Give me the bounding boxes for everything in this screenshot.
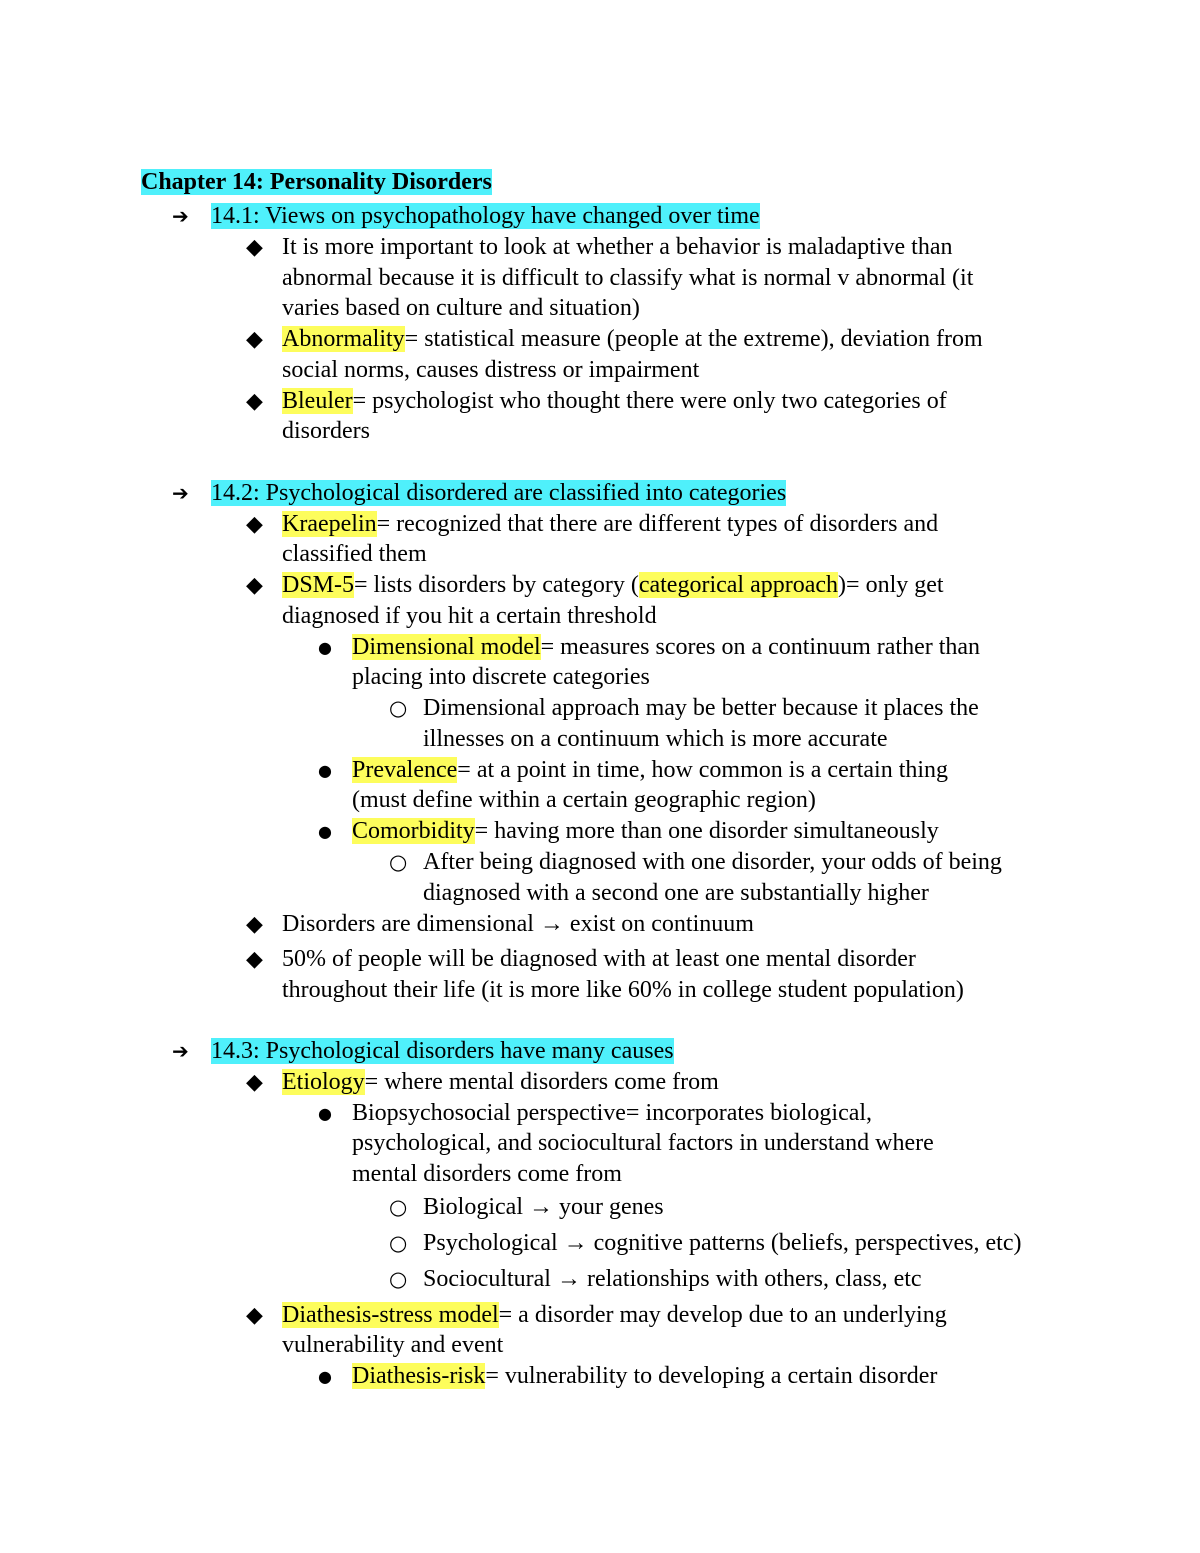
definition-text: = measures scores on a continuum rather than — [540, 634, 981, 660]
bullet-text: illnesses on a continuum which is more accurate — [423, 726, 888, 752]
section-heading-14-2 — [211, 478, 786, 509]
term-highlight: Bleuler — [282, 388, 353, 414]
title-text: Chapter 14: Personality Disorders — [141, 169, 492, 195]
bullet-text: diagnosed with a second one are substantially higher — [423, 880, 929, 906]
bullet-text: mental disorders come from — [352, 1161, 622, 1187]
circle-bullet-icon: ○ — [389, 1231, 408, 1255]
dot-bullet-icon: ● — [318, 1104, 332, 1123]
arrow-icon: ➔ — [172, 481, 189, 505]
bullet-text: varies based on culture and situation) — [282, 295, 640, 321]
circle-bullet-icon: ○ — [389, 1267, 408, 1291]
bullet-text — [352, 1361, 937, 1392]
term-highlight: DSM-5 — [282, 572, 355, 598]
bullet-text: It is more important to look at whether a behavior is maladaptive than — [282, 234, 953, 260]
diamond-bullet-icon: ◆ — [246, 947, 263, 972]
diamond-bullet-icon: ◆ — [246, 1070, 263, 1095]
term-highlight: Kraepelin — [282, 511, 377, 537]
bullet-text: Sociocultural → relationships with others, class, etc — [423, 1266, 922, 1292]
arrow-icon: ➔ — [172, 1039, 189, 1063]
diamond-bullet-icon: ◆ — [246, 573, 263, 598]
bullet-text — [352, 816, 939, 847]
dot-bullet-icon: ● — [318, 761, 332, 780]
diamond-bullet-icon: ◆ — [246, 235, 263, 260]
circle-bullet-icon: ○ — [389, 1195, 408, 1219]
bullet-text: social norms, causes distress or impairment — [282, 357, 700, 383]
bullet-text: Psychological → cognitive patterns (beliefs, perspectives, etc) — [423, 1230, 1022, 1256]
page-title — [141, 167, 492, 198]
bullet-text: diagnosed if you hit a certain threshold — [282, 603, 657, 629]
dot-bullet-icon: ● — [318, 638, 332, 657]
term-highlight: categorical approach — [638, 572, 839, 598]
bullet-text: Disorders are dimensional → exist on continuum — [282, 911, 754, 937]
bullet-text — [282, 386, 947, 417]
circle-bullet-icon: ○ — [389, 850, 408, 874]
bullet-text — [352, 632, 980, 663]
bullet-text: Biological → your genes — [423, 1194, 664, 1220]
diamond-bullet-icon: ◆ — [246, 512, 263, 537]
bullet-text: classified them — [282, 541, 427, 567]
bullet-text: Biopsychosocial perspective= incorporates biological, — [352, 1100, 873, 1126]
arrow-icon: ➔ — [172, 204, 189, 228]
term-highlight: Comorbidity — [352, 818, 475, 844]
definition-text: = where mental disorders come from — [364, 1069, 719, 1095]
definition-text: = having more than one disorder simultaneously — [474, 818, 939, 844]
definition-text: = statistical measure (people at the extreme), deviation from — [404, 326, 983, 352]
bullet-text — [352, 755, 948, 786]
term-highlight: Etiology — [282, 1069, 365, 1095]
definition-text: = recognized that there are different types of disorders and — [376, 511, 939, 537]
bullet-text: Dimensional approach may be better because it places the — [423, 695, 979, 721]
term-highlight: Abnormality — [282, 326, 405, 352]
bullet-text — [282, 1067, 719, 1098]
definition-text: = a disorder may develop due to an underlying — [498, 1302, 947, 1328]
diamond-bullet-icon: ◆ — [246, 912, 263, 937]
term-highlight: Prevalence — [352, 757, 458, 783]
bullet-text: (must define within a certain geographic region) — [352, 787, 816, 813]
definition-text: = vulnerability to developing a certain disorder — [485, 1363, 938, 1389]
term-highlight: Diathesis-stress model — [282, 1302, 499, 1328]
bullet-text — [282, 570, 944, 601]
circle-bullet-icon: ○ — [389, 696, 408, 720]
diamond-bullet-icon: ◆ — [246, 327, 263, 352]
bullet-text: psychological, and sociocultural factors in understand where — [352, 1130, 934, 1156]
dot-bullet-icon: ● — [318, 822, 332, 841]
definition-text: = psychologist who thought there were only two categories of — [352, 388, 947, 414]
heading-text: 14.2: Psychological disordered are classified into categories — [211, 480, 787, 506]
section-heading-14-3 — [211, 1036, 674, 1067]
diamond-bullet-icon: ◆ — [246, 1303, 263, 1328]
bullet-text: After being diagnosed with one disorder, your odds of being — [423, 849, 1002, 875]
bullet-text: abnormal because it is difficult to classify what is normal v abnormal (it — [282, 265, 974, 291]
bullet-text: vulnerability and event — [282, 1332, 504, 1358]
diamond-bullet-icon: ◆ — [246, 389, 263, 414]
bullet-text: disorders — [282, 418, 370, 444]
heading-text: 14.1: Views on psychopathology have changed over time — [211, 203, 760, 229]
term-highlight: Dimensional model — [352, 634, 541, 660]
heading-text: 14.3: Psychological disorders have many causes — [211, 1038, 674, 1064]
bullet-text: placing into discrete categories — [352, 664, 650, 690]
bullet-text — [282, 509, 938, 540]
definition-text: )= only get — [838, 572, 944, 598]
term-highlight: Diathesis-risk — [352, 1363, 486, 1389]
definition-text: = lists disorders by category ( — [354, 572, 639, 598]
bullet-text — [282, 324, 983, 355]
section-heading-14-1 — [211, 201, 760, 232]
bullet-text: throughout their life (it is more like 60% in college student population) — [282, 977, 964, 1003]
bullet-text — [282, 1300, 947, 1331]
definition-text: = at a point in time, how common is a certain thing — [457, 757, 949, 783]
dot-bullet-icon: ● — [318, 1367, 332, 1386]
bullet-text: 50% of people will be diagnosed with at least one mental disorder — [282, 946, 916, 972]
